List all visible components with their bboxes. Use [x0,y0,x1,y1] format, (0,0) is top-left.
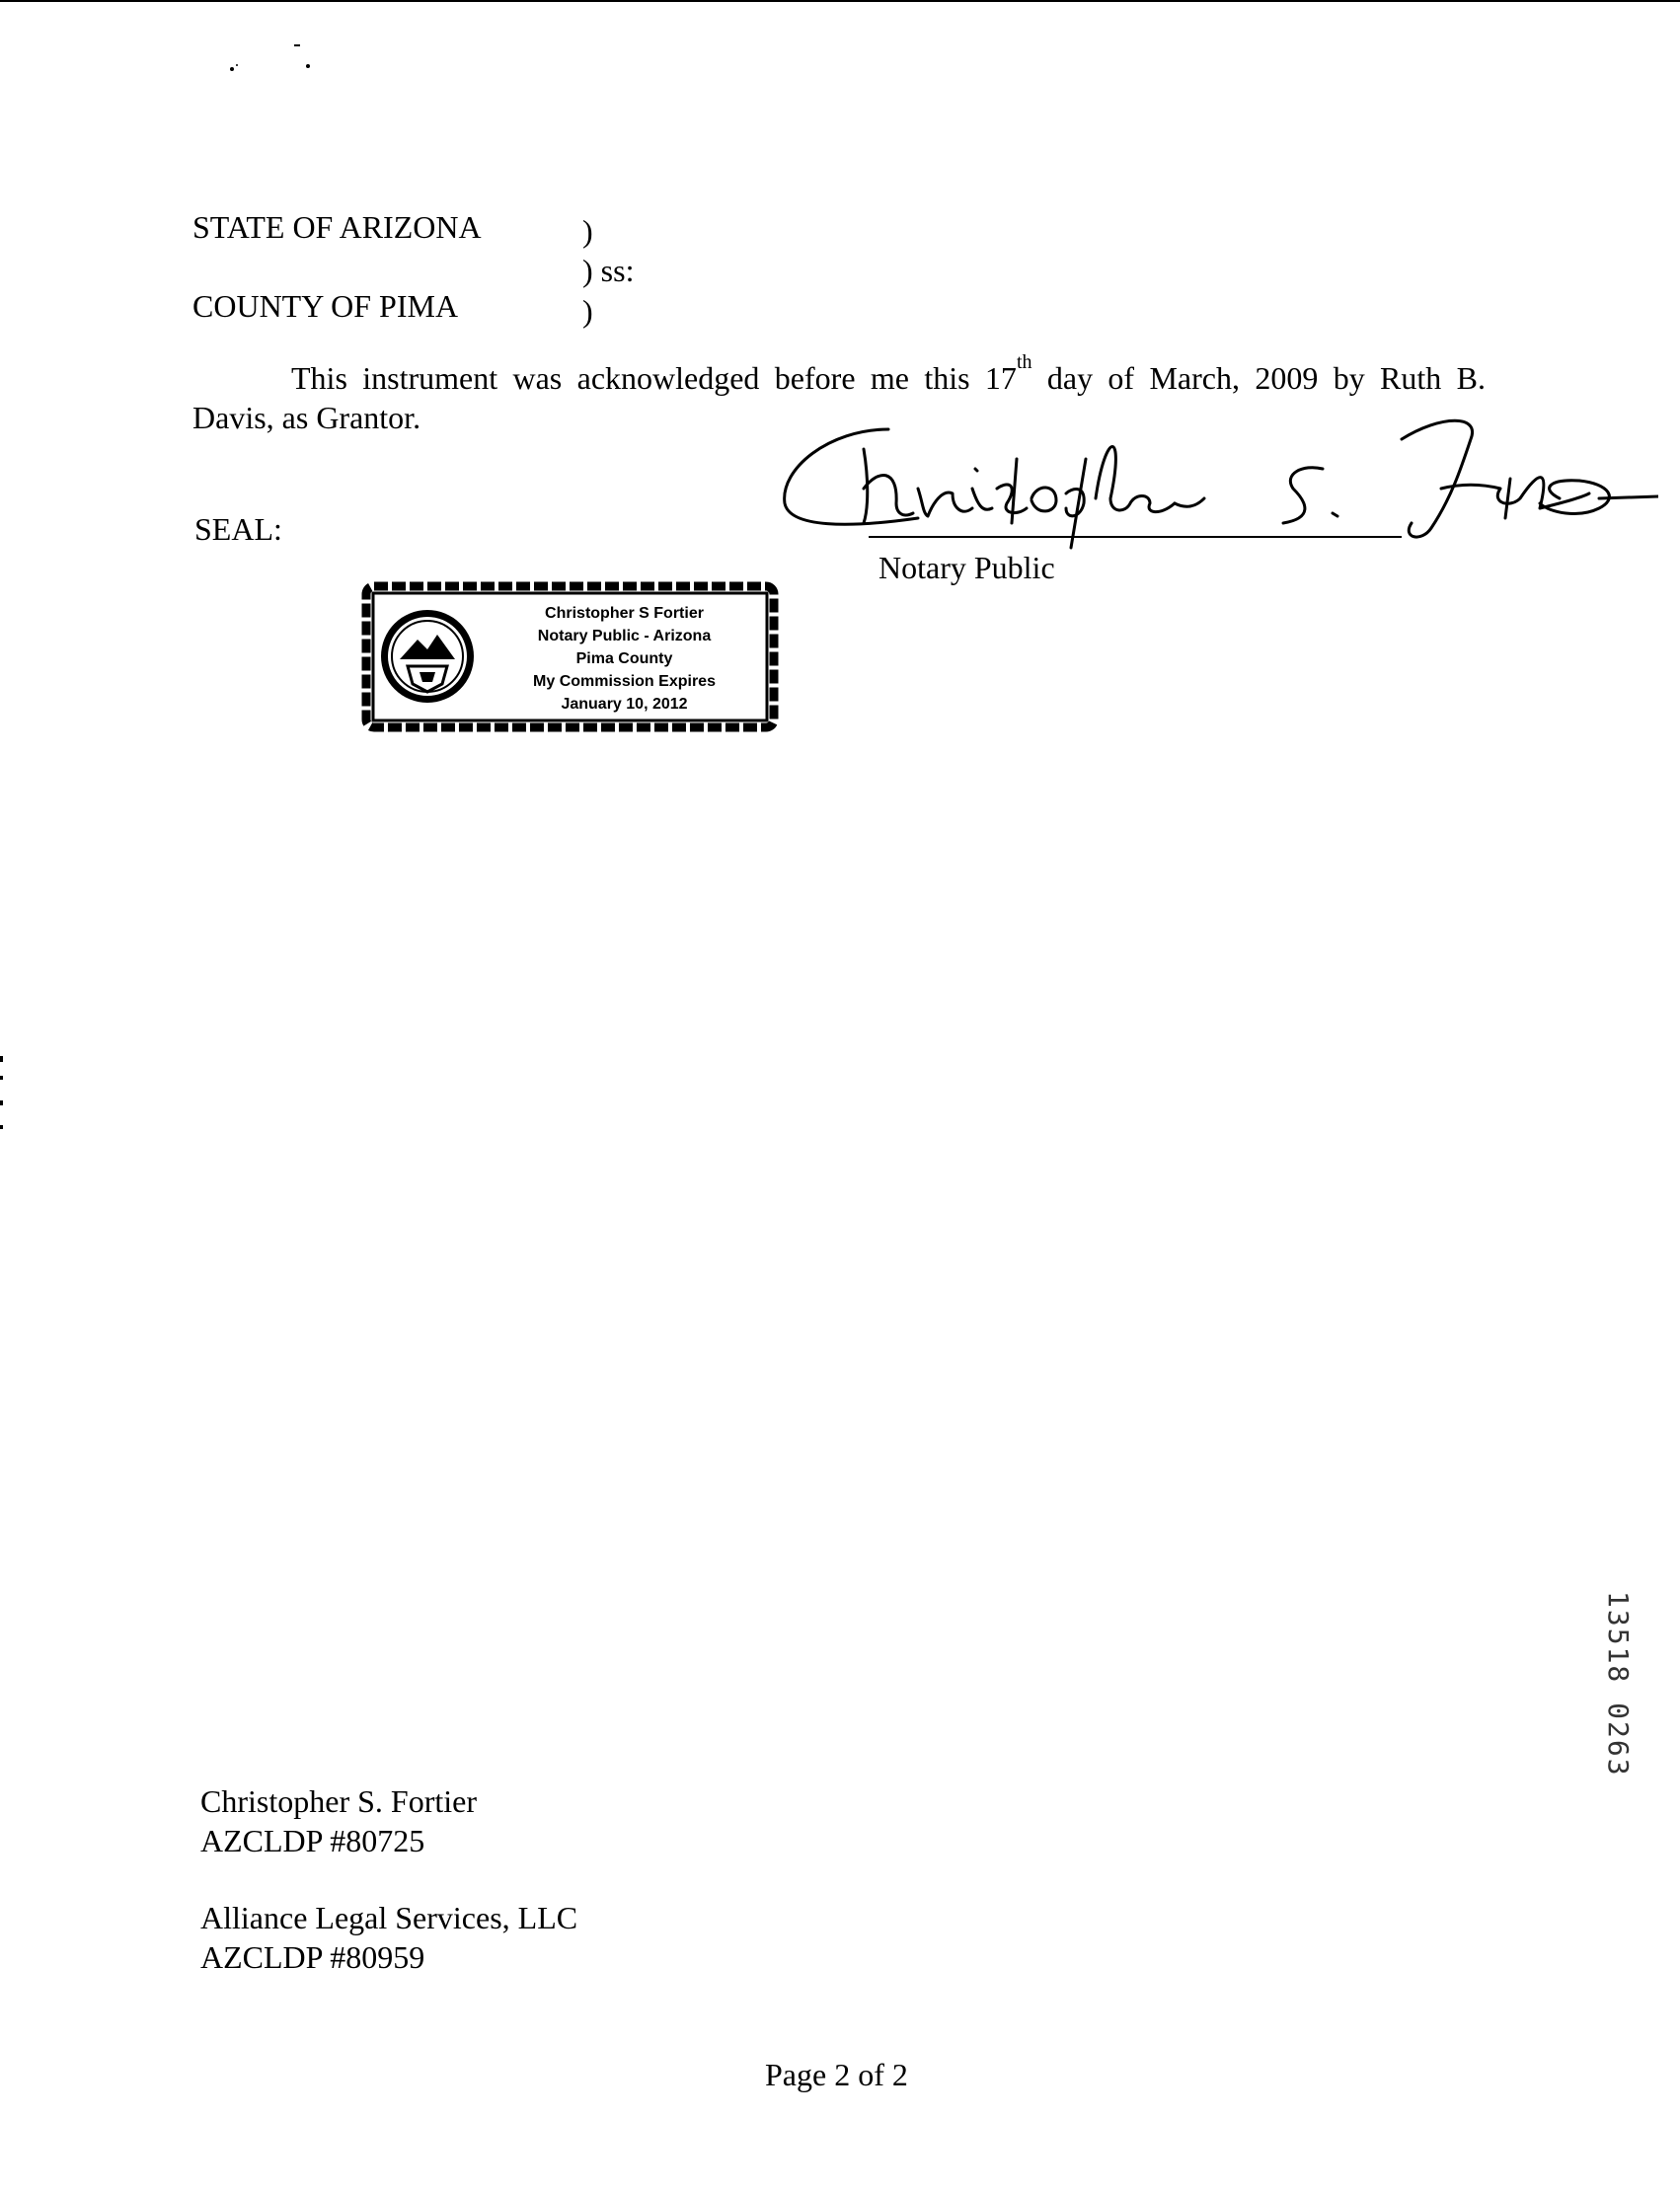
ack-line2: Davis, as Grantor. [192,400,421,435]
preparer-company-license: AZCLDP #80959 [200,1939,425,1975]
recording-number [1594,1591,1653,1857]
venue-paren-bottom: ) [582,293,593,329]
signature-title: Notary Public [878,550,1055,585]
scan-edge-marks [0,1056,4,1135]
arizona-state-seal-icon [378,605,477,709]
venue-county: COUNTY OF PIMA [192,288,459,324]
stamp-county: Pima County [575,650,673,667]
stamp-notary-name: Christopher S Fortier [545,605,704,622]
venue-paren-top: ) [582,213,593,249]
venue-paren-ss: ) ss: [582,253,635,288]
ack-line1-post: day of March, 2009 by Ruth B. [1031,360,1487,396]
signature-line [869,536,1402,538]
stamp-text [484,602,765,716]
ack-line1-pre: This instrument was acknowledged before me this 17 [291,360,1017,396]
preparer-company: Alliance Legal Services, LLC [200,1900,578,1935]
preparer-license: AZCLDP #80725 [200,1823,425,1858]
notary-stamp [360,580,780,733]
stamp-commission-date: January 10, 2012 [561,696,688,713]
scan-specks [222,39,321,79]
page-number: Page 2 of 2 [765,2057,908,2092]
stamp-commission-label: My Commission Expires [533,673,716,690]
recording-number-text: 13518 0263 [1602,1591,1635,1777]
venue-state: STATE OF ARIZONA [192,209,482,245]
stamp-notary-state: Notary Public - Arizona [537,628,712,644]
ack-ordinal-suffix: th [1016,351,1032,373]
top-edge-rule [0,0,1680,2]
seal-label: SEAL: [194,511,282,547]
preparer-name: Christopher S. Fortier [200,1783,477,1819]
